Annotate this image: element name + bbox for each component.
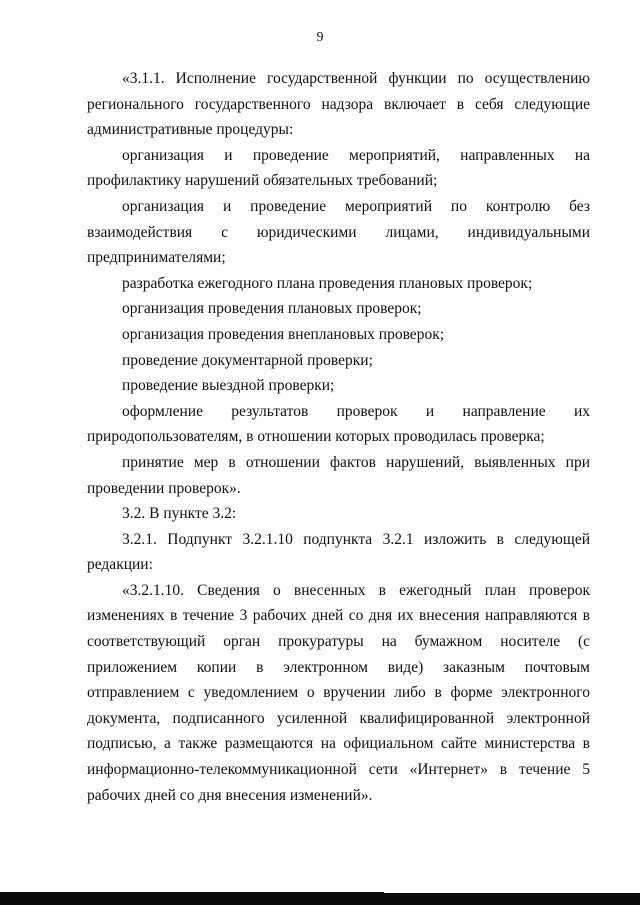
paragraph-3-1-1-intro: «3.1.1. Исполнение государственной функции по осуществлению регионального государственного надзора включает в себя следующие административные процедуры: [87,70,590,139]
scan-bottom-edge [0,893,640,905]
list-item-documentary-inspection: проведение документарной проверки; [122,351,373,369]
paragraph-3-2: 3.2. В пункте 3.2: [122,505,237,523]
paragraph-3-2-1-10: «3.2.1.10. Сведения о внесенных в ежегодный план проверок изменениях в течение 3 рабочих дней со дня их внесения направляются в соответствующий орган прокуратуры на бумажном носителе (с приложением копии в электронном виде) заказным почтовым отправлением с уведомлением о вручении либо в форме электронного документа, подписанного усиленной квалифицированной электронной подписью, а также размещаются на официальном сайте министерства в информационно-телекоммуникационной сети «Интернет» в течение 5 рабочих дней со дня внесения изменений». [87,581,590,804]
list-item-prevention: организация и проведение мероприятий, направленных на профилактику нарушений обязательных требований; [87,146,590,190]
list-item-annual-plan: разработка ежегодного плана проведения плановых проверок; [122,274,533,292]
list-item-field-inspection: проведение выездной проверки; [122,377,335,395]
list-item-planned-inspections: организация проведения плановых проверок; [122,300,422,318]
list-item-results: оформление результатов проверок и направление их природопользователям, в отношении которых проводилась проверка; [87,402,590,446]
list-item-control-without-interaction: организация и проведение мероприятий по контролю без взаимодействия с юридическими лицами, индивидуальными предпринимателями; [87,197,590,267]
list-item-unplanned-inspections: организация проведения внеплановых проверок; [122,325,445,343]
paragraph-3-2-1: 3.2.1. Подпункт 3.2.1.10 подпункта 3.2.1 изложить в следующей редакции: [87,530,590,574]
document-body [87,66,590,808]
page-number: 9 [316,30,324,45]
list-item-measures: принятие мер в отношении фактов нарушений, выявленных при проведении проверок». [87,453,590,497]
